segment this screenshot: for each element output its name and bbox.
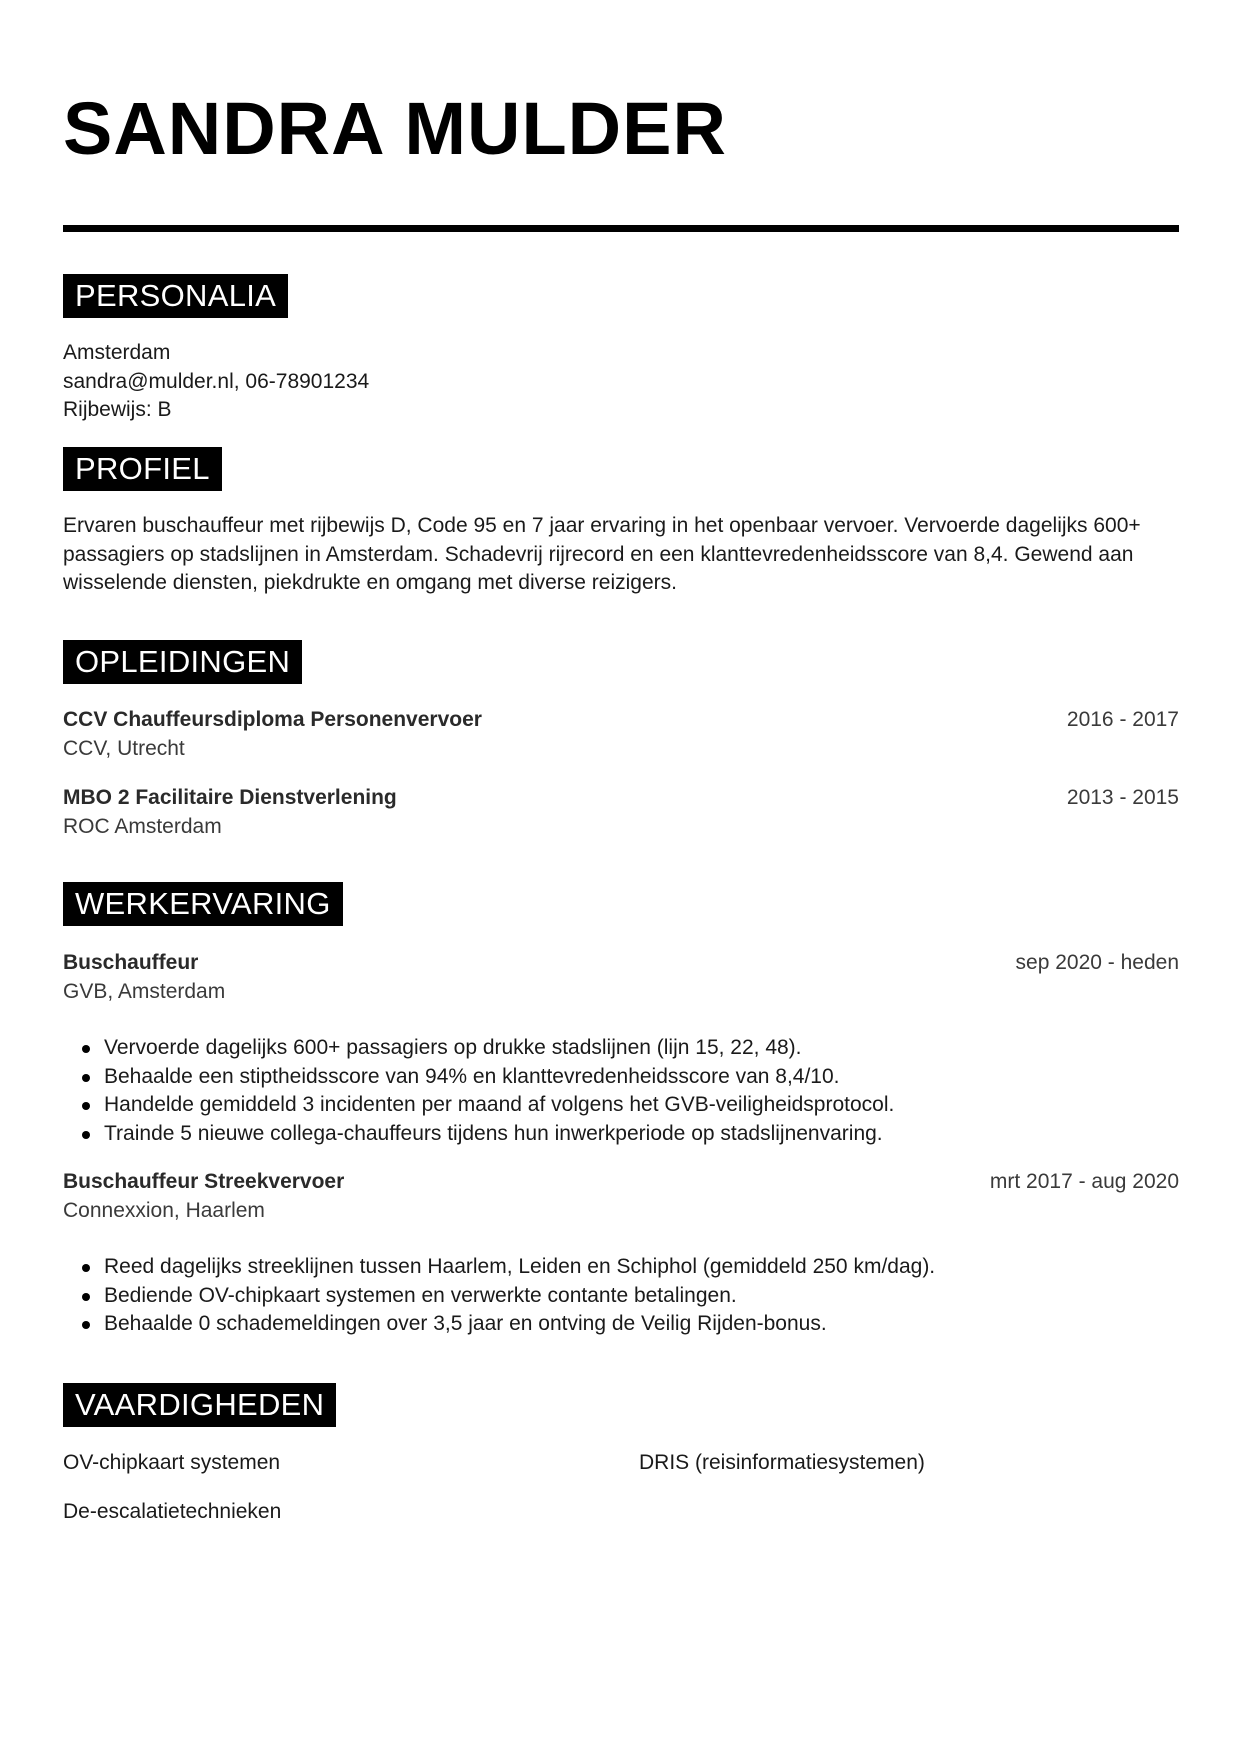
achievement-text: Bediende OV-chipkaart systemen en verwerkte contante betalingen.: [104, 1283, 737, 1307]
list-item: [63, 1282, 1179, 1311]
skill-item: De-escalatietechnieken: [63, 1500, 282, 1523]
achievement-text: Behaalde 0 schademeldingen over 3,5 jaar en ontving de Veilig Rijden-bonus.: [104, 1312, 827, 1336]
education-institution: CCV, Utrecht: [63, 737, 185, 760]
bullet-icon: [82, 1293, 90, 1301]
list-item: [63, 1063, 1179, 1092]
personalia-license: Rijbewijs: B: [63, 398, 172, 421]
section-heading-werkervaring: WERKERVARING: [63, 882, 343, 926]
personalia-details: [63, 339, 1179, 425]
list-item: [63, 1310, 1179, 1339]
list-item: [63, 1253, 1179, 1282]
bullet-icon: [82, 1321, 90, 1329]
job-title: Buschauffeur Streekvervoer: [63, 1170, 345, 1193]
job-period: mrt 2017 - aug 2020: [989, 1170, 1179, 1193]
section-heading-opleidingen: OPLEIDINGEN: [63, 640, 302, 684]
achievement-text: Trainde 5 nieuwe collega-chauffeurs tijdens hun inwerkperiode op stadslijnenvaring.: [104, 1121, 883, 1145]
education-period: 2013 - 2015: [1066, 786, 1179, 809]
resume-page: [63, 0, 1179, 1754]
list-item: [63, 1034, 1179, 1063]
job-entry: [63, 1167, 1179, 1339]
bullet-icon: [82, 1045, 90, 1053]
job-achievements: [63, 1253, 1179, 1339]
job-achievements: [63, 1034, 1179, 1148]
section-heading-personalia: PERSONALIA: [63, 274, 288, 318]
education-title: MBO 2 Facilitaire Dienstverlening: [63, 786, 397, 809]
education-entry: [63, 783, 1179, 841]
header-divider: [63, 225, 1179, 232]
education-period: 2016 - 2017: [1066, 708, 1179, 731]
profile-summary: Ervaren buschauffeur met rijbewijs D, Code 95 en 7 jaar ervaring in het openbaar vervoer. Vervoerde dagelijks 600+ passagiers op stadslijnen in Amsterdam. Schadevrij rijrecord en een klanttevredenheidsscore van 8,4. Gewend aan wisselende diensten, piekdrukte en omgang met diverse reizigers.: [63, 514, 1141, 594]
personalia-contact: sandra@mulder.nl, 06-78901234: [63, 369, 370, 393]
bullet-icon: [82, 1074, 90, 1082]
section-heading-profiel: PROFIEL: [63, 447, 222, 491]
education-institution: ROC Amsterdam: [63, 815, 222, 838]
list-item: [63, 1120, 1179, 1149]
section-heading-vaardigheden: VAARDIGHEDEN: [63, 1383, 336, 1427]
skill-item: DRIS (reisinformatiesystemen): [639, 1451, 925, 1474]
job-company: Connexxion, Haarlem: [63, 1199, 265, 1222]
job-title: Buschauffeur: [63, 951, 199, 974]
education-title: CCV Chauffeursdiploma Personenvervoer: [63, 708, 482, 731]
job-entry: [63, 948, 1179, 1148]
bullet-icon: [82, 1102, 90, 1110]
list-item: [63, 1091, 1179, 1120]
skill-item: OV-chipkaart systemen: [63, 1451, 281, 1474]
achievement-text: Behaalde een stiptheidsscore van 94% en klanttevredenheidsscore van 8,4/10.: [104, 1064, 840, 1088]
candidate-name: SANDRA MULDER: [63, 87, 727, 170]
bullet-icon: [82, 1131, 90, 1139]
achievement-text: Vervoerde dagelijks 600+ passagiers op drukke stadslijnen (lijn 15, 22, 48).: [104, 1036, 802, 1059]
achievement-text: Handelde gemiddeld 3 incidenten per maand af volgens het GVB-veiligheidsprotocol.: [104, 1093, 895, 1117]
personalia-city: Amsterdam: [63, 341, 171, 364]
job-company: GVB, Amsterdam: [63, 980, 226, 1003]
education-entry: [63, 705, 1179, 763]
bullet-icon: [82, 1264, 90, 1272]
achievement-text: Reed dagelijks streeklijnen tussen Haarlem, Leiden en Schiphol (gemiddeld 250 km/dag).: [104, 1255, 936, 1278]
job-period: sep 2020 - heden: [1015, 951, 1179, 974]
